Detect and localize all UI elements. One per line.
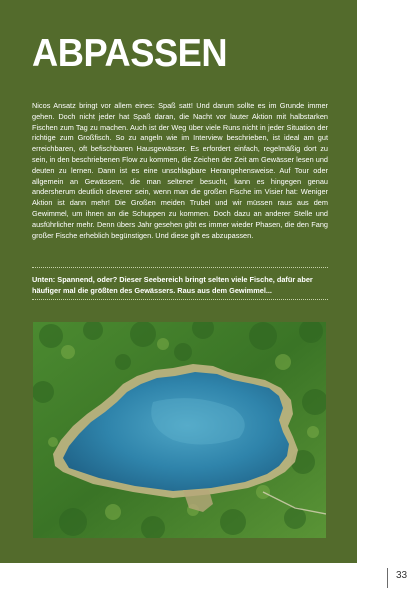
page-number: 33 bbox=[396, 570, 408, 581]
caption-rule-bottom bbox=[32, 299, 328, 300]
photo-caption: Unten: Spannend, oder? Dieser Seebereich bringt selten viele Fische, dafür aber häufiger mal die größten des Gewässers. Raus aus dem Gewimmel... bbox=[32, 275, 313, 295]
article-headline: ABPASSEN bbox=[32, 32, 228, 75]
caption-rule-top bbox=[32, 267, 328, 268]
aerial-lake-photo bbox=[33, 322, 326, 538]
article-body: Nicos Ansatz bringt vor allem eines: Spaß satt! Und darum sollte es im Grunde immer gehen. Doch nicht jeder hat Spaß daran, die Nacht vor lauter Aktion mit halbstarken Fischen zum Tag zu machen. Auch ist der Weg über viele Runs nicht in jeder Situation der richtige zum Großfisch. So zu angeln wie im Interview beschrieben, ist ideal am gut erreichbaren, oft befischbaren Hausgewässer. Es erfordert einfach, regelmäßig dort zu sein, in den beschriebenen Flow zu kommen, die Zeichen der Zeit am Gewässer lesen und deuten zu lernen. Dann ist es eine unschlagbare Herangehensweise. Auf Tour oder allgemein an Gewässern, die man seltener besucht, kann es hingegen genau andersherum deutlich cleverer sein, wenn man die großen Fische im Visier hat: Weniger Aktion ist dann mehr! Die Großen meiden Trubel und wir müssen raus aus dem Gewimmel, um ihnen an die Schuppen zu kommen. Doch dazu an anderer Stelle und ausführlicher mehr. Denn übers Jahr gesehen gibt es immer wieder Phasen, die den Fang großer Fische erheblich begünstigen. Und diese gilt es abzupassen. bbox=[32, 101, 328, 240]
page-number-divider bbox=[387, 568, 388, 588]
